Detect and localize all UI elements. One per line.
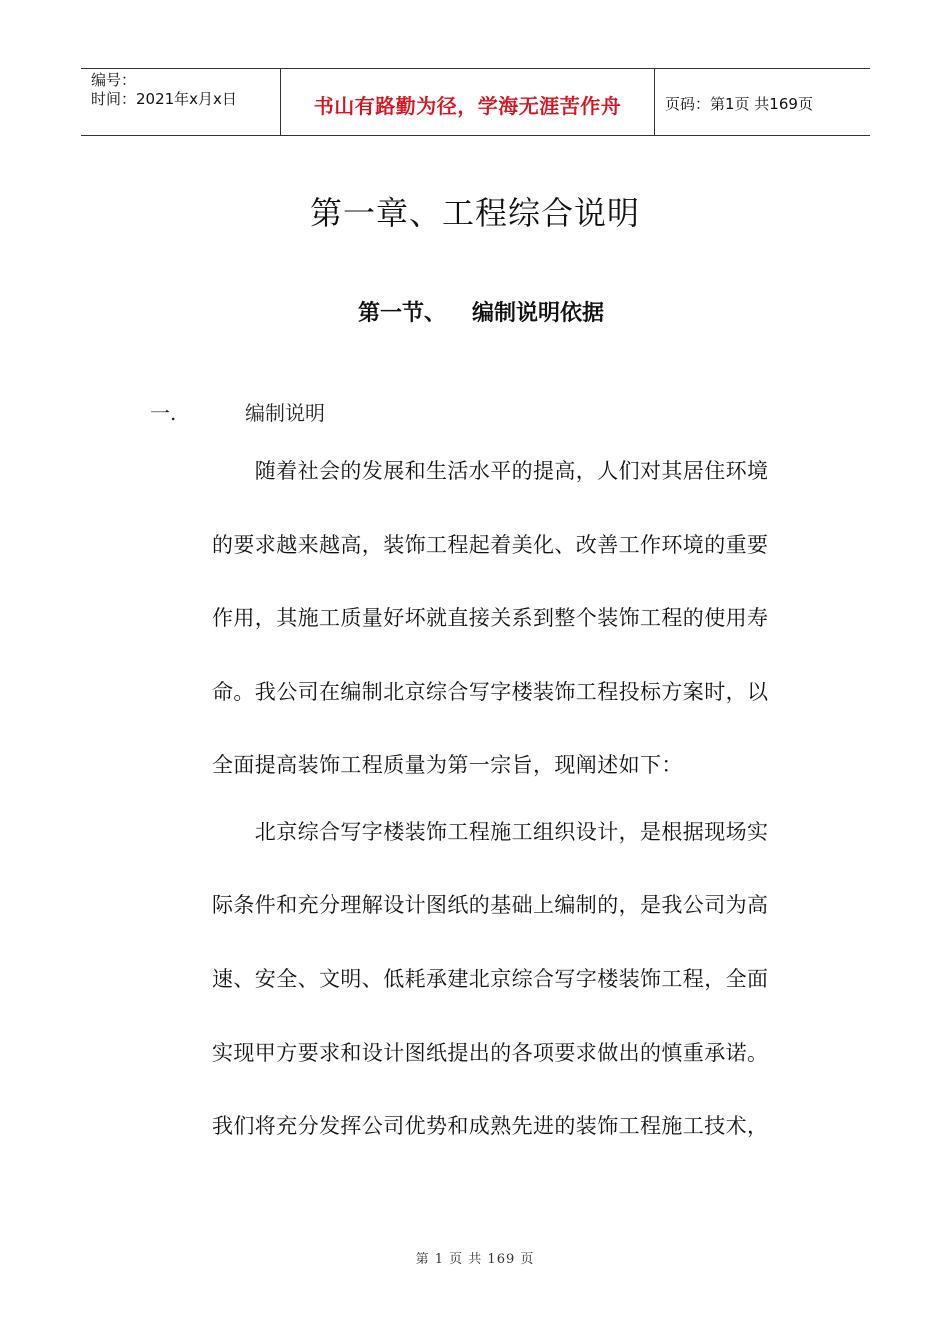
section-number: 第一节、 [358,301,447,326]
body-line: 命。我公司在编制北京综合写字楼装饰工程投标方案时，以 [212,680,769,704]
body-line: 作用，其施工质量好坏就直接关系到整个装饰工程的使用寿 [212,606,769,630]
header-page-cell [655,69,870,135]
section-title [358,296,604,327]
header-number-label: 编号： [91,71,137,89]
body-line: 全面提高装饰工程质量为第一宗旨，现阐述如下： [212,753,683,777]
body-line: 速、安全、文明、低耗承建北京综合写字楼装饰工程，全面 [212,967,769,991]
body-line: 的要求越来越高，装饰工程起着美化、改善工作环境的重要 [212,533,769,557]
body-line: 实现甲方要求和设计图纸提出的各项要求做出的慎重承诺。 [212,1041,769,1065]
body-line: 北京综合写字楼装饰工程施工组织设计，是根据现场实 [212,820,769,844]
header-date: 时间：2021年x月x日 [91,90,237,108]
body-line: 我们将充分发挥公司优势和成熟先进的装饰工程施工技术， [212,1114,769,1138]
section-name: 编制说明依据 [472,301,605,326]
chapter-title: 第一章、工程综合说明 [309,194,640,232]
header-motto: 书山有路勤为径，学海无涯苦作舟 [313,93,622,118]
header-page-info: 页码：第1页 共169页 [665,94,813,113]
subsection-number: 一. [150,401,177,425]
header-motto-cell [281,69,655,135]
page-footer: 第 1 页 共 169 页 [415,1252,535,1267]
subsection-title: 编制说明 [245,401,325,425]
body-line: 际条件和充分理解设计图纸的基础上编制的，是我公司为高 [212,893,769,917]
document-header [81,68,870,136]
body-line: 随着社会的发展和生活水平的提高，人们对其居住环境 [212,459,769,483]
header-meta [81,69,281,135]
